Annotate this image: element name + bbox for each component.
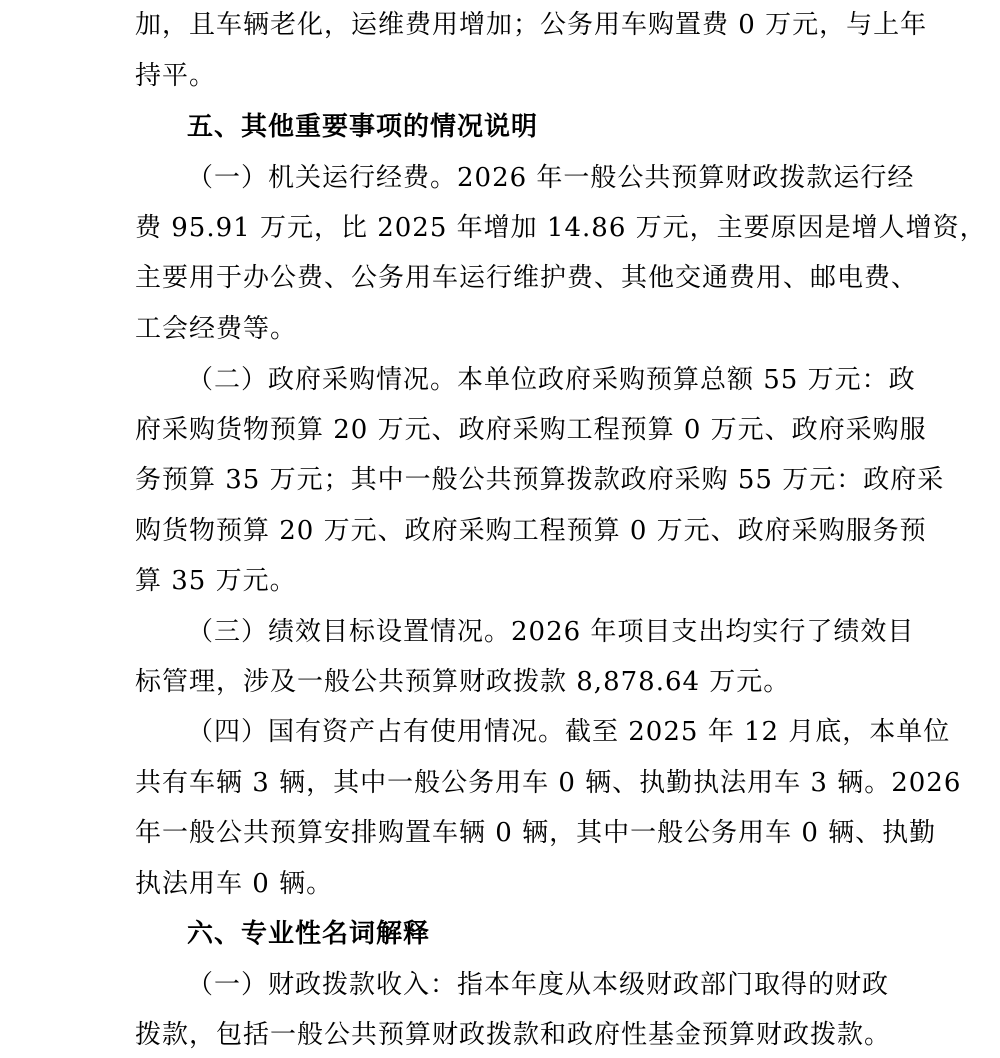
- section-heading-6: 六、专业性名词解释: [187, 919, 431, 949]
- text-line: 共有车辆 3 辆，其中一般公务用车 0 辆、执勤执法用车 3 辆。2026: [135, 768, 962, 798]
- text-line: 费 95.91 万元，比 2025 年增加 14.86 万元，主要原因是增人增资，: [135, 213, 987, 243]
- text-line: 加，且车辆老化，运维费用增加；公务用车购置费 0 万元，与上年: [135, 10, 928, 40]
- text-line: 购货物预算 20 万元、政府采购工程预算 0 万元、政府采购服务预: [135, 516, 927, 546]
- paragraph-line: （一）财政拨款收入：指本年度从本级财政部门取得的财政: [187, 970, 890, 1000]
- section-heading-5: 五、其他重要事项的情况说明: [187, 112, 539, 142]
- paragraph-line: （三）绩效目标设置情况。2026 年项目支出均实行了绩效目: [187, 617, 915, 647]
- text-line: 府采购货物预算 20 万元、政府采购工程预算 0 万元、政府采购服: [135, 415, 927, 445]
- text-line: 年一般公共预算安排购置车辆 0 辆，其中一般公务用车 0 辆、执勤: [135, 818, 937, 848]
- paragraph-line: （一）机关运行经费。2026 年一般公共预算财政拨款运行经: [187, 163, 915, 193]
- text-line: 算 35 万元。: [135, 566, 297, 596]
- text-line: 标管理，涉及一般公共预算财政拨款 8,878.64 万元。: [135, 667, 791, 697]
- paragraph-line: （二）政府采购情况。本单位政府采购预算总额 55 万元：政: [187, 365, 916, 395]
- text-line: 拨款，包括一般公共预算财政拨款和政府性基金预算财政拨款。: [135, 1020, 892, 1050]
- text-line: 主要用于办公费、公务用车运行维护费、其他交通费用、邮电费、: [135, 263, 919, 293]
- paragraph-line: （四）国有资产占有使用情况。截至 2025 年 12 月底，本单位: [187, 717, 951, 747]
- text-line: 执法用车 0 辆。: [135, 869, 334, 899]
- text-line: 务预算 35 万元；其中一般公共预算拨款政府采购 55 万元：政府采: [135, 465, 945, 495]
- text-line: 工会经费等。: [135, 314, 298, 344]
- text-line: 持平。: [135, 61, 217, 91]
